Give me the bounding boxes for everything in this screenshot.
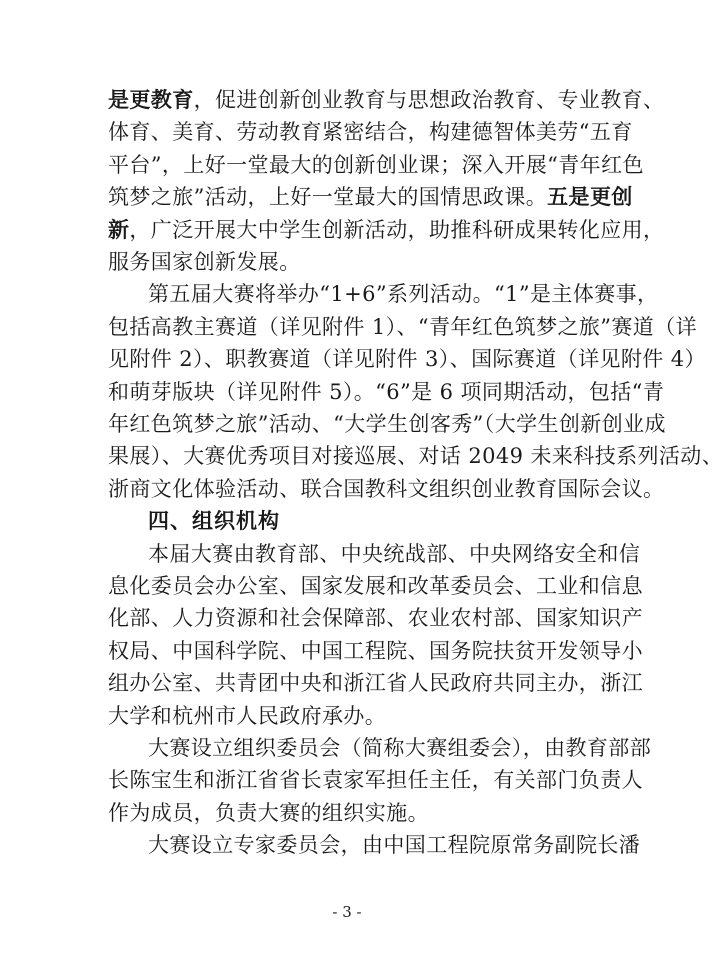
paragraph-line [108,181,633,213]
paragraph-line: 见附件 2）、职教赛道（详见附件 3）、国际赛道（详见附件 4） [108,347,706,372]
bold-phrase: 是更教育 [108,87,194,112]
paragraph-line: 第五届大赛将举办“1+6”系列活动。“1”是主体赛事， [148,282,659,307]
section-heading: 四、组织机构 [148,509,280,534]
text-run: 筑梦之旅”活动，上好一堂最大的国情思政课。 [108,185,548,210]
bold-phrase: 新 [108,216,130,242]
text-run: ，促进创新创业教育与思想政治教育、专业教育、 [193,88,665,112]
paragraph-line [108,214,665,246]
paragraph-line: 化部、人力资源和社会保障部、农业农村部、国家知识产 [108,606,643,631]
bold-phrase: 五是更创 [547,184,633,210]
paragraph-line: 息化委员会办公室、国家发展和改革委员会、工业和信息 [108,574,643,598]
paragraph-line: 服务国家创新发展。 [108,250,301,274]
page-number: - 3 - [332,903,362,921]
paragraph-line [108,84,665,116]
paragraph-line: 大赛设立专家委员会，由中国工程院原常务副院长潘 [148,833,641,858]
paragraph-line: 包括高教主赛道（详见附件 1）、“青年红色筑梦之旅”赛道（详 [108,314,698,339]
text-run: ，广泛开展大中学生创新活动，助推科研成果转化应用， [129,217,665,242]
paragraph-line: 长陈宝生和浙江省省长袁家军担任主任，有关部门负责人 [108,768,643,793]
paragraph-line: 浙商文化体验活动、联合国教科文组织创业教育国际会议。 [108,476,665,501]
paragraph-line: 体育、美育、劳动教育紧密结合，构建德智体美劳“五育 [108,120,633,145]
paragraph-line: 本届大赛由教育部、中央统战部、中央网络安全和信 [148,541,641,566]
paragraph-line: 权局、中国科学院、中国工程院、国务院扶贫开发领导小 [108,638,643,663]
paragraph-line: 年红色筑梦之旅”活动、“大学生创客秀”（大学生创新创业成 [108,412,666,436]
paragraph-line: 大赛设立组织委员会（简称大赛组委会），由教育部部 [148,736,652,760]
paragraph-line: 果展）、大赛优秀项目对接巡展、对话 2049 未来科技系列活动、 [108,444,723,469]
paragraph-line: 和萌芽版块（详见附件 5）。“6”是 6 项同期活动，包括“青 [108,379,665,404]
paragraph-line: 组办公室、共青团中央和浙江省人民政府共同主办，浙江 [108,671,643,696]
paragraph-line: 大学和杭州市人民政府承办。 [108,703,387,728]
paragraph-line: 作为成员，负责大赛的组织实施。 [108,800,429,825]
paragraph-line: 平台”，上好一堂最大的创新创业课；深入开展“青年红色 [108,152,644,177]
